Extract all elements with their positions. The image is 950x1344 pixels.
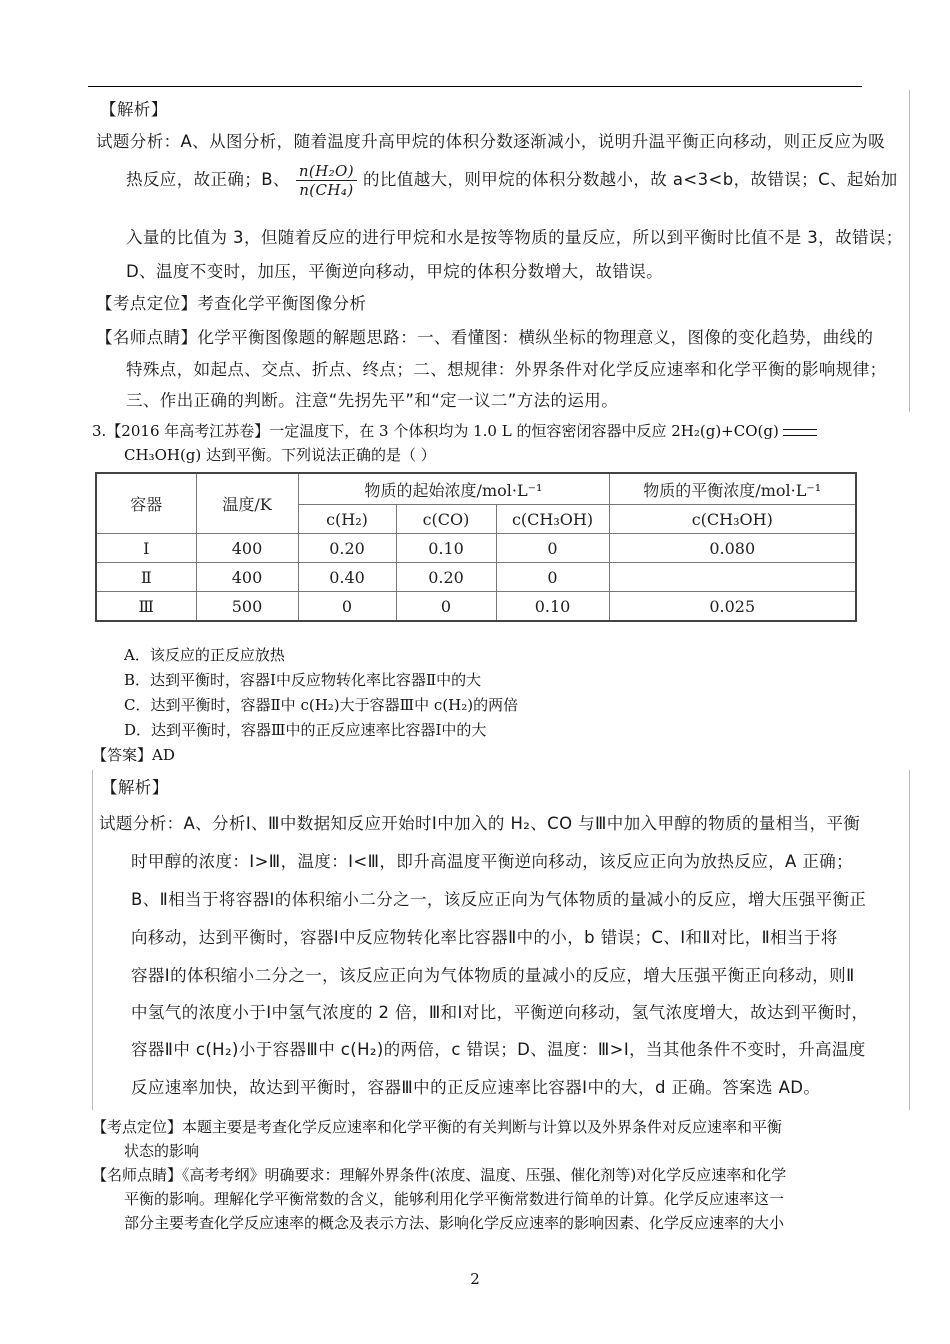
analysis-line: B、Ⅱ相当于将容器Ⅰ的体积缩小二分之一，该反应正向为气体物质的量减小的反应，增大压强平衡正 [131,890,867,909]
analysis-block-1 [92,90,910,412]
mingshi2-line: 【名师点睛】《高考考纲》明确要求：理解外界条件(浓度、温度、压强、催化剂等)对化学反应速率和化学 [92,1166,787,1184]
analysis-line: D、温度不变时，加压，平衡逆向移动，甲烷的体积分数增大，故错误。 [126,262,664,281]
kaodian-line: 【考点定位】考查化学平衡图像分析 [96,294,367,313]
page-number: 2 [470,1270,480,1288]
kaodian2-line: 【考点定位】本题主要是考查化学反应速率和化学平衡的有关判断与计算以及外界条件对反应速率和平衡 [92,1118,783,1136]
analysis-line: 时甲醇的浓度：Ⅰ>Ⅲ，温度：Ⅰ<Ⅲ，即升高温度平衡逆向移动，该反应正向为放热反应，A 正确； [131,852,854,871]
table-row: Ⅱ 400 0.40 0.20 0 [96,563,856,592]
equilibrium-arrow-icon [783,428,817,437]
analysis-line: 中氢气的浓度小于Ⅰ中氢气浓度的 2 倍，Ⅲ和Ⅰ对比，平衡逆向移动，氢气浓度增大，故达到平衡时， [131,1003,869,1022]
analysis-line: 向移动，达到平衡时，容器Ⅰ中反应物转化率比容器Ⅱ中的小，b 错误；C、Ⅰ和Ⅱ对比，Ⅱ相当于将 [131,928,838,947]
question-line-2: CH₃OH(g) 达到平衡。下列说法正确的是（ ） [124,446,436,464]
subheader-cell: c(H₂) [298,505,396,534]
header-temp: 温度/K [196,473,298,534]
header-rule [88,86,862,87]
subheader-cell: c(CH₃OH) [609,505,856,534]
analysis-line: 容器Ⅰ的体积缩小二分之一，该反应正向为气体物质的量减小的反应，增大压强平衡正向移动，则Ⅱ [131,966,855,985]
header-equilibrium: 物质的平衡浓度/mol·L⁻¹ [609,473,856,505]
analysis-line: 试题分析：A、分析Ⅰ、Ⅲ中数据知反应开始时Ⅰ中加入的 H₂、CO 与Ⅲ中加入甲醇的物质的量相当，平衡 [99,814,861,833]
concentration-table [95,472,857,622]
mingshi-line: 特殊点，如起点、交点、折点、终点；二、想规律：外界条件对化学反应速率和化学平衡的影响规律； [126,360,887,379]
analysis-heading: 【解析】 [100,100,168,119]
header-container: 容器 [96,473,196,534]
ratio-fraction: $\frac{\text{n(H₂O)}}{\text{n(CH₄)}}$ [296,162,357,199]
analysis-heading: 【解析】 [101,778,169,797]
analysis-line: 热反应，故正确；B、 $\frac{\text{n(H₂O)}}{\text{n(CH₄)}}$ 的比值越大，则甲烷的体积分数越小，故 a<3<b，故错误；C、起始加 [126,162,898,199]
analysis-line: 反应速率加快，故达到平衡时，容器Ⅲ中的正反应速率比容器Ⅰ中的大，d 正确。答案选 AD。 [131,1078,821,1097]
option-a: A．该反应的正反应放热 [124,646,285,664]
table-row: Ⅲ 500 0 0 0.10 0.025 [96,592,856,622]
analysis-line: 入量的比值为 3，但随着反应的进行甲烷和水是按等物质的量反应，所以到平衡时比值不是 3，故错误； [126,228,903,247]
subheader-cell: c(CH₃OH) [496,505,609,534]
subheader-cell: c(CO) [396,505,496,534]
option-c: C．达到平衡时，容器Ⅱ中 c(H₂)大于容器Ⅲ中 c(H₂)的两倍 [124,696,519,714]
analysis-line: 容器Ⅱ中 c(H₂)小于容器Ⅲ中 c(H₂)的两倍，c 错误；D、温度：Ⅲ>Ⅰ，当其他条件不变时，升高温度 [131,1040,866,1059]
option-d: D．达到平衡时，容器Ⅲ中的正反应速率比容器Ⅰ中的大 [124,721,487,739]
header-initial: 物质的起始浓度/mol·L⁻¹ [298,473,609,505]
answer-line: 【答案】AD [92,746,175,764]
analysis-line: 试题分析：A、从图分析，随着温度升高甲烷的体积分数逐渐减小，说明升温平衡正向移动，则正反应为吸 [96,132,886,151]
mingshi-line: 三、作出正确的判断。注意“先拐先平”和“定一议二”方法的运用。 [126,391,619,410]
kaodian2-line: 状态的影响 [124,1142,200,1160]
mingshi2-line: 平衡的影响。理解化学平衡常数的含义，能够利用化学平衡常数进行简单的计算。化学反应速率这一 [124,1190,785,1208]
option-b: B．达到平衡时，容器Ⅰ中反应物转化率比容器Ⅱ中的大 [124,671,482,689]
mingshi2-line: 部分主要考查化学反应速率的概念及表示方法、影响化学反应速率的影响因素、化学反应速率的大小 [124,1214,785,1232]
question-line-1: 3.【2016 年高考江苏卷】一定温度下，在 3 个体积均为 1.0 L 的恒容密闭容器中反应 2H₂(g)+CO(g) [92,420,817,441]
analysis-block-2 [92,770,910,1110]
table-row: Ⅰ 400 0.20 0.10 0 0.080 [96,534,856,563]
mingshi-line: 【名师点睛】化学平衡图像题的解题思路：一、看懂图：横纵坐标的物理意义，图像的变化趋势，曲线的 [96,328,874,347]
